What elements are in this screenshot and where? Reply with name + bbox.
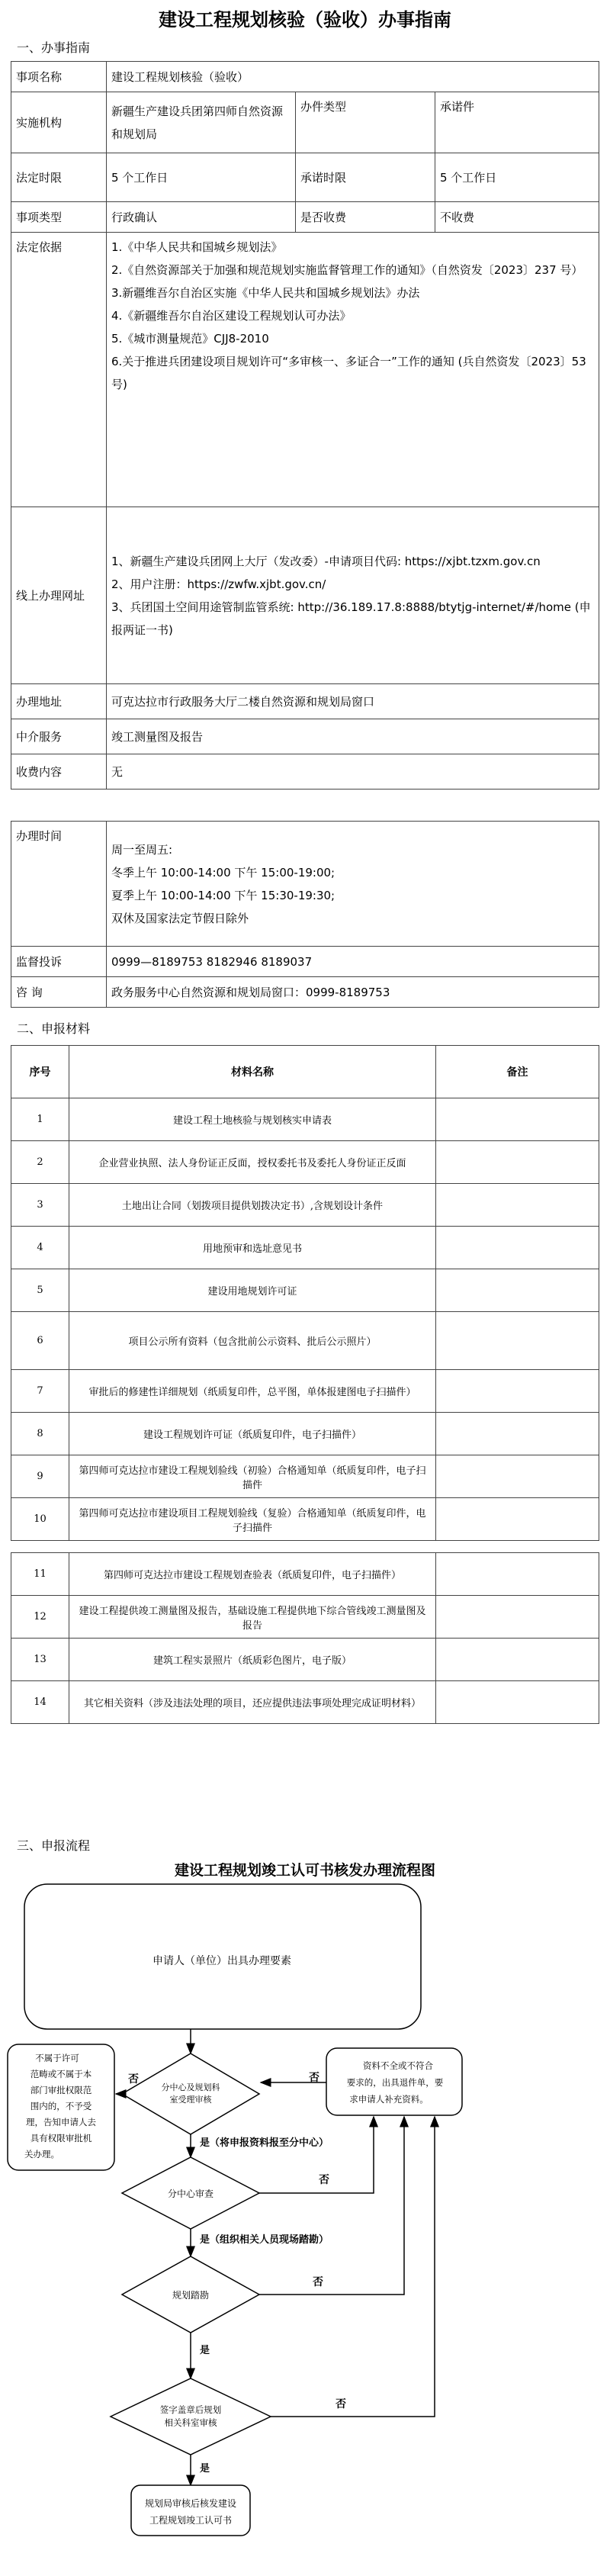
label-no: 否	[319, 2174, 329, 2186]
hours-list	[107, 822, 599, 947]
decision-accept-line: 室受理审核	[169, 2095, 212, 2105]
hours-line: 周一至周五:	[111, 842, 173, 857]
material-no: 7	[11, 1370, 69, 1413]
label-yes-submit: 是（将申报资料报至分中心）	[200, 2137, 329, 2149]
label-no: 否	[336, 2398, 346, 2410]
case-type-value: 承诺件	[435, 92, 599, 153]
material-name: 第四师可克达拉市建设工程规划查验表（纸质复印件，电子扫描件）	[69, 1553, 436, 1596]
arrow-d2-return	[259, 2117, 374, 2193]
materials-table	[11, 1045, 599, 1724]
label-no: 否	[313, 2276, 323, 2288]
material-name: 建设工程土地核验与规划核实申请表	[69, 1098, 436, 1141]
material-note	[436, 1413, 599, 1455]
decision-center-review-text: 分中心审查	[167, 2188, 214, 2199]
hours-line: 双休及国家法定节假日除外	[111, 911, 249, 925]
agency-label: 实施机构	[11, 92, 107, 153]
material-no: 12	[11, 1596, 69, 1639]
fee-flag-label: 是否收费	[296, 202, 435, 233]
process-flowchart	[0, 1854, 610, 2576]
material-note	[436, 1312, 599, 1370]
guide-table	[11, 61, 599, 1008]
online-item: 2、用户注册：https://zwfw.xjbt.gov.cn/	[111, 577, 326, 591]
online-list	[107, 507, 599, 684]
legal-limit-label: 法定时限	[11, 153, 107, 202]
legal-basis-item: 3.新疆维吾尔自治区实施《中华人民共和国城乡规划法》办法	[111, 286, 420, 300]
decision-final-review	[111, 2378, 271, 2455]
return-note-line: 求申请人补充资料。	[349, 2094, 429, 2105]
materials-header-name: 材料名称	[69, 1046, 436, 1098]
end-line: 规划局审核后核发建设	[144, 2498, 237, 2509]
materials-header-no: 序号	[11, 1046, 69, 1098]
hours-line: 冬季上午 10:00-14:00 下午 15:00-19:00;	[111, 865, 336, 880]
material-no: 5	[11, 1269, 69, 1312]
material-name: 建设用地规划许可证	[69, 1269, 436, 1312]
material-note	[436, 1498, 599, 1541]
material-name: 其它相关资料（涉及违法处理的项目，还应提供违法事项处理完成证明材料）	[69, 1681, 436, 1724]
reject-note-line: 范畴或不属于本	[30, 2069, 92, 2079]
reject-note-line: 部门审批权限范	[30, 2085, 92, 2095]
item-name-label: 事项名称	[11, 62, 107, 92]
material-note	[436, 1269, 599, 1312]
agency-service-label: 中介服务	[11, 719, 107, 754]
hours-label: 办理时间	[11, 822, 107, 947]
materials-header-note: 备注	[436, 1046, 599, 1098]
section-heading-process: 三、申报流程	[17, 1838, 91, 1853]
end-box	[131, 2485, 250, 2536]
material-no: 6	[11, 1312, 69, 1370]
return-note-line: 要求的，出具退件单，要	[346, 2077, 444, 2088]
legal-basis-item: 6.关于推进兵团建设项目规划许可“多审核一、多证合一”工作的通知 (兵自然资发〔2023〕53 号)	[111, 355, 586, 391]
material-note	[436, 1098, 599, 1141]
label-yes: 是	[200, 2463, 210, 2475]
label-no: 否	[309, 2072, 319, 2084]
fee-flag-value: 不收费	[435, 202, 599, 233]
end-line: 工程规划竣工认可书	[149, 2515, 233, 2526]
item-type-value: 行政确认	[107, 202, 296, 233]
agency-value: 新疆生产建设兵团第四师自然资源和规划局	[107, 92, 296, 153]
promise-limit-value: 5 个工作日	[435, 153, 599, 202]
material-name: 建筑工程实景照片（纸质彩色图片，电子版）	[69, 1639, 436, 1681]
fee-content-label: 收费内容	[11, 754, 107, 790]
material-no: 9	[11, 1455, 69, 1498]
item-type-label: 事项类型	[11, 202, 107, 233]
reject-note-line: 不属于许可	[35, 2053, 79, 2063]
material-name: 项目公示所有资料（包含批前公示资料、批后公示照片）	[69, 1312, 436, 1370]
legal-limit-value: 5 个工作日	[107, 153, 296, 202]
fee-content-value: 无	[107, 754, 599, 790]
consult-value: 政务服务中心自然资源和规划局窗口：0999-8189753	[107, 977, 599, 1008]
material-no: 14	[11, 1681, 69, 1724]
legal-basis-item: 5.《城市测量规范》CJJ8-2010	[111, 332, 269, 346]
decision-final-review-line: 签字盖章后规划	[159, 2404, 222, 2415]
material-name: 审批后的修建性详细规划（纸质复印件，总平图，单体报建图电子扫描件）	[69, 1370, 436, 1413]
material-name: 第四师可克达拉市建设项目工程规划验线（复验）合格通知单（纸质复印件，电子扫描件	[69, 1498, 436, 1541]
legal-basis-item: 4.《新疆维吾尔自治区建设工程规划认可办法》	[111, 309, 352, 323]
material-note	[436, 1596, 599, 1639]
material-note	[436, 1184, 599, 1227]
reject-note-line: 理，告知申请人去	[26, 2117, 96, 2127]
material-note	[436, 1141, 599, 1184]
decision-accept-line: 分中心及规划科	[161, 2082, 220, 2092]
address-value: 可克达拉市行政服务大厅二楼自然资源和规划局窗口	[107, 684, 599, 719]
legal-basis-list	[107, 233, 599, 507]
material-name: 建设工程规划许可证（纸质复印件，电子扫描件）	[69, 1413, 436, 1455]
material-note	[436, 1681, 599, 1724]
online-item: 1、新疆生产建设兵团网上大厅（发改委）-申请项目代码: https://xjbt.tzxm.gov.cn	[111, 554, 541, 568]
material-no: 1	[11, 1098, 69, 1141]
reject-note-line: 具有权限审批机	[30, 2133, 92, 2143]
material-note	[436, 1553, 599, 1596]
label-yes: 是	[200, 2345, 210, 2356]
material-name: 第四师可克达拉市建设工程规划验线（初验）合格通知单（纸质复印件，电子扫描件	[69, 1455, 436, 1498]
material-no: 11	[11, 1553, 69, 1596]
material-no: 10	[11, 1498, 69, 1541]
decision-site-survey-text: 规划踏勘	[172, 2290, 210, 2301]
hours-line: 夏季上午 10:00-14:00 下午 15:30-19:30;	[111, 888, 336, 902]
consult-label: 咨 询	[11, 977, 107, 1008]
material-note	[436, 1455, 599, 1498]
material-no: 3	[11, 1184, 69, 1227]
material-no: 8	[11, 1413, 69, 1455]
case-type-label: 办件类型	[296, 92, 435, 153]
online-item: 3、兵团国土空间用途管制监管系统: http://36.189.17.8:8888/btytjg-internet/#/home (申报两证一书)	[111, 600, 591, 637]
label-yes-survey: 是（组织相关人员现场踏勘）	[200, 2234, 329, 2246]
material-name: 土地出让合同（划拨项目提供划拨决定书）,含规划设计条件	[69, 1184, 436, 1227]
decision-final-review-line: 相关科室审核	[164, 2417, 217, 2428]
material-name: 企业营业执照、法人身份证正反面，授权委托书及委托人身份证正反面	[69, 1141, 436, 1184]
material-note	[436, 1639, 599, 1681]
material-name: 建设工程提供竣工测量图及报告，基础设施工程提供地下综合管线竣工测量图及报告	[69, 1596, 436, 1639]
flowchart-title: 建设工程规划竣工认可书核发办理流程图	[174, 1862, 436, 1879]
label-no: 否	[128, 2073, 139, 2086]
legal-basis-item: 1.《中华人民共和国城乡规划法》	[111, 240, 283, 254]
return-note-line: 资料不全或不符合	[363, 2060, 433, 2071]
promise-limit-label: 承诺时限	[296, 153, 435, 202]
start-text: 申请人（单位）出具办理要素	[152, 1955, 291, 1967]
page-title: 建设工程规划核验（验收）办事指南	[159, 9, 451, 31]
legal-basis-label: 法定依据	[11, 233, 107, 507]
reject-note-line: 围内的，不予受	[30, 2101, 92, 2111]
material-no: 4	[11, 1227, 69, 1269]
item-name-value: 建设工程规划核验（验收）	[107, 62, 599, 92]
legal-basis-item: 2.《自然资源部关于加强和规范规划实施监督管理工作的通知》（自然资发〔2023〕237 号）	[111, 263, 583, 277]
online-label: 线上办理网址	[11, 507, 107, 684]
material-no: 13	[11, 1639, 69, 1681]
material-name: 用地预审和选址意见书	[69, 1227, 436, 1269]
material-no: 2	[11, 1141, 69, 1184]
agency-service-value: 竣工测量图及报告	[107, 719, 599, 754]
material-note	[436, 1370, 599, 1413]
material-note	[436, 1227, 599, 1269]
arrow-d4-return	[271, 2117, 435, 2417]
address-label: 办理地址	[11, 684, 107, 719]
section-heading-guide: 一、办事指南	[17, 40, 91, 55]
reject-note-line: 关办理。	[24, 2149, 59, 2160]
complaint-value: 0999—8189753 8182946 8189037	[107, 947, 599, 977]
section-heading-materials: 二、申报材料	[17, 1021, 91, 1036]
decision-accept	[122, 2053, 259, 2134]
complaint-label: 监督投诉	[11, 947, 107, 977]
